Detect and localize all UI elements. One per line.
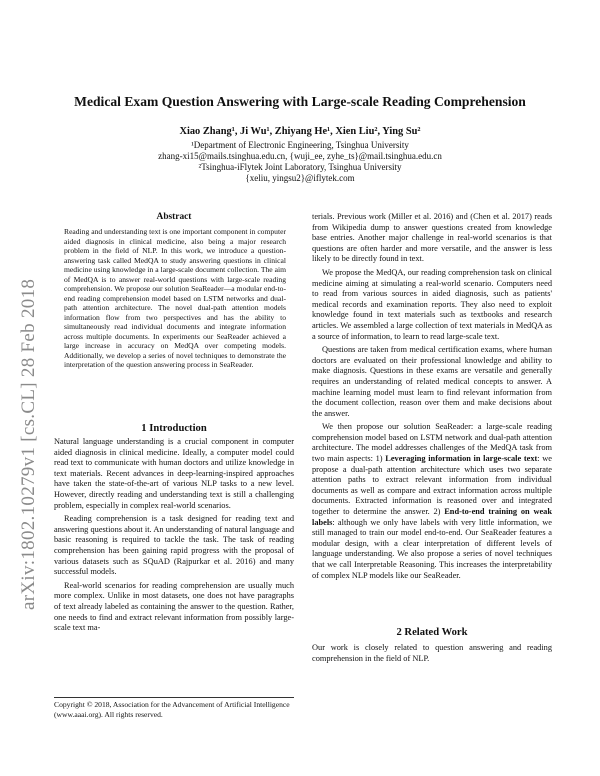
paragraph: Reading comprehension is a task designed for reading text and answering questions about it. An understanding of natural language and basic reasoning is required to tackle the task. The task of reading comprehension has been gaining rapid progress with the proposal of various datasets such as SQuAD (Rajpurkar et al. 2016) and many successful models.: [54, 514, 294, 577]
paragraph: Questions are taken from medical certification exams, where human doctors are evaluated on their professional knowledge and ability to make diagnosis. Questions in these exams are versatile and generally requires an understanding of related medical concepts to answer. A machine learning model must learn to find relevant information from the document collection, reason over them and make decisions about the answer.: [312, 345, 552, 418]
text-run: : although we only have labels with very little information, we still managed to train our model end-to-end. Our SeaReader features a modular design, with a clear interpretation of different levels of language understanding. We also propose a series of novel techniques that we call Interpretable Reasoning. This increases the interpretability of complex NLP models like our SeaReader.: [312, 517, 552, 580]
paragraph: Natural language understanding is a crucial component in computer aided diagnosis in clinical medicine. Ideally, a computer model could read text to communicate with human doctors and utilize knowledge in text materials. Recent advances in deep-learning-inspired approaches have taken the state-of-the-art of various NLP tasks to a new level. However, directly reading and understanding text is still a challenging problem, especially in complex real-world scenarios.: [54, 437, 294, 510]
abstract-text: Reading and understanding text is one important component in computer aided diagnosis in clinical medicine, also being a major research problem in the field of NLP. In this work, we introduce a question-answering task called MedQA to study answering questions in clinical medicine using knowledge in a large-scale document collection. The aim of MedQA is to answer real-world questions with large-scale reading comprehension. We propose our solution SeaReader—a modular end-to-end reading comprehension model based on LSTM networks and dual-path attention architecture. The novel dual-path attention models information flow from two perspectives and has the ability to simultaneously read individual documents and integrate information across multiple documents. In experiments our SeaReader achieved a large increase in accuracy on MedQA over competing models. Additionally, we develop a series of novel techniques to demonstrate the interpretation of the question answering process in SeaReader.: [64, 227, 286, 369]
bold-term: End-to-end training on weak labels: [312, 507, 552, 527]
section-heading-introduction: 1 Introduction: [141, 423, 207, 434]
paper-title: Medical Exam Question Answering with Large-scale Reading Comprehension: [74, 94, 526, 109]
email-line-1: zhang-xi15@mails.tsinghua.edu.cn, {wuji_ee, zyhe_ts}@mail.tsinghua.edu.cn: [158, 151, 442, 161]
abstract-heading: Abstract: [156, 212, 192, 222]
right-column-body: [312, 212, 552, 581]
paragraph: terials. Previous work (Miller et al. 2016) and (Chen et al. 2017) reads from Wikipedia dump to answer questions created from knowledge base entries. Another major challenge in real-world scenarios is that questions are often harder and more versatile, and the answer is less likely to be directly found in text.: [312, 212, 552, 264]
bold-term: Leveraging information in large-scale text: [385, 454, 538, 464]
author-list: Xiao Zhang¹, Ji Wu¹, Zhiyang He¹, Xien Liu², Ying Su²: [179, 126, 421, 137]
copyright-footnote: Copyright © 2018, Association for the Advancement of Artificial Intelligence (www.aaai.org). All rights reserved.: [54, 697, 294, 719]
paragraph: Real-world scenarios for reading comprehension are usually much more complex. Unlike in most datasets, one does not have paragraphs of text already labeled as containing the answer to the question. Rather, one needs to find and extract relevant information from possibly large-scale text ma-: [54, 580, 294, 633]
paragraph: Our work is closely related to question answering and reading comprehension in the field of NLP.: [312, 643, 552, 663]
introduction-body: [54, 437, 294, 634]
paragraph: [312, 422, 552, 581]
affiliation-2: ²Tsinghua-iFlytek Joint Laboratory, Tsinghua University: [198, 162, 402, 172]
text-run: We then propose our solution SeaReader: a large-scale reading comprehension model based on LSTM network and dual-path attention architecture. The model addresses challenges of the MedQA task from two main aspects: 1): [312, 422, 552, 464]
paragraph: We propose the MedQA, our reading comprehension task on clinical medicine aiming at simulating a real-world scenario. Computers need to read from various sources in aided diagnosis, such as patients' medical records and examination reports. They also need to exploit knowledge found in text materials such as textbooks and research articles. We assembled a large collection of text materials in MedQA as a source of information, to learn to read large-scale text.: [312, 267, 552, 341]
email-line-2: {xeliu, yingsu2}@iflytek.com: [245, 173, 355, 183]
related-work-body: [312, 643, 552, 664]
text-run: : we propose a dual-path attention architecture which uses two separate attention paths to extract relevant information from individual documents as well as compare and extract information across multiple documents. Extracted information is reasoned over and integrated together to determine the answer. 2): [312, 454, 552, 517]
arxiv-watermark: arXiv:1802.10279v1 [cs.CL] 28 Feb 2018: [18, 278, 39, 610]
section-heading-related-work: 2 Related Work: [396, 627, 468, 638]
affiliation-1: ¹Department of Electronic Engineering, Tsinghua University: [191, 140, 409, 150]
